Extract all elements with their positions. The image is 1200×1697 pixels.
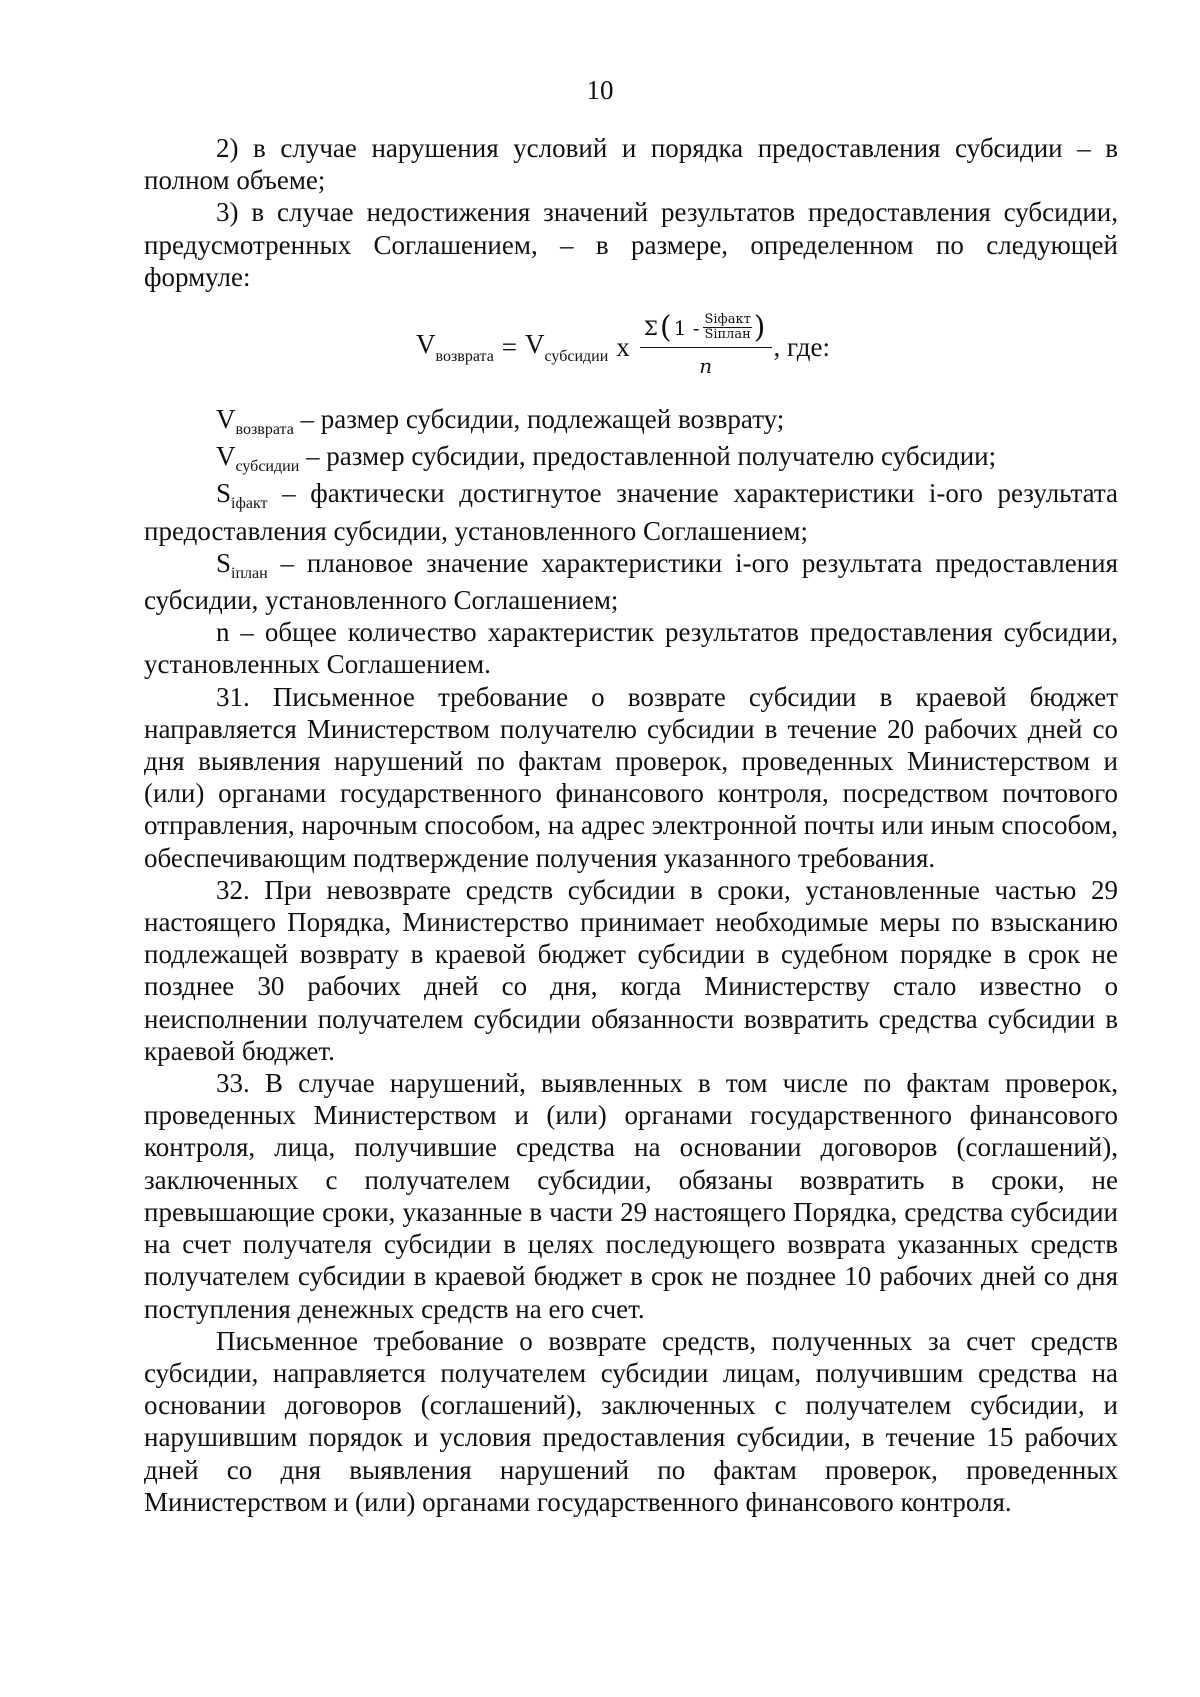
formula-times: x <box>616 331 630 362</box>
formula-fraction <box>640 309 772 382</box>
one-minus: 1 - <box>673 315 700 340</box>
definition-n: n – общее количество характеристик результатов предоставления субсидии, установленных Соглашением. <box>144 617 1118 680</box>
page-content <box>144 132 1118 1518</box>
formula-v-subsidy: $V_{субсидии}$ <box>525 329 609 366</box>
page-number: 10 <box>586 75 614 105</box>
definition-v-return: $V_{возврата}$ – размер субсидии, подлежащей возврату; <box>216 404 785 439</box>
sigma-symbol: Σ <box>643 315 658 340</box>
definition-s-plan: $S_{iплан}$ – плановое значение характеристики i-ого результата предоставления субсидии, установленного Соглашением; <box>144 547 1118 616</box>
paragraph-33: 33. В случае нарушений, выявленных в том числе по фактам проверок, проведенных Министерством и (или) органами государственного финансового контроля, лица, получившие средства на основании договоров (соглашений), заключенных с получателем субсидии, обязаны возвратить в сроки, не превышающие сроки, указанные в части 29 настоящего Порядка, средства субсидии на счет получателя субсидии в целях последующего возврата указанных средств получателем субсидии в краевой бюджет в срок не позднее 10 рабочих дней со дня поступления денежных средств на его счет. <box>144 1068 1118 1324</box>
formula-numerator <box>640 309 772 348</box>
return-formula <box>144 293 1118 403</box>
formula-expression <box>416 307 830 387</box>
paragraph-clause-2: 2) в случае нарушения условий и порядка предоставления субсидии – в полном объеме; <box>144 133 1118 196</box>
s-ratio <box>703 313 751 342</box>
definition-v-subsidy: $V_{субсидии}$ – размер субсидии, предоставленной получателю субсидии; <box>216 441 997 476</box>
formula-tail: , где: <box>773 331 830 362</box>
paragraph-31: 31. Письменное требование о возврате субсидии в краевой бюджет направляется Министерством получателю субсидии в течение 20 рабочих дней со дня выявления нарушений по фактам проверок, проведенных Министерством и (или) органами государственного финансового контроля, посредством почтового отправления, нарочным способом, на адрес электронной почты или иным способом, обеспечивающим подтверждение получения указанного требования. <box>144 681 1118 873</box>
paragraph-32: 32. При невозврате средств субсидии в сроки, установленные частью 29 настоящего Порядка, Министерство принимает необходимые меры по взысканию подлежащей возврату в краевой бюджет субсидии в судебном порядке в срок не позднее 30 рабочих дней со дня, когда Министерству стало известно о неисполнении получателем субсидии обязанности возвратить средства субсидии в краевой бюджет. <box>144 874 1118 1066</box>
paragraph-written-demand: Письменное требование о возврате средств, полученных за счет средств субсидии, направляется получателем субсидии лицам, получившим средства на основании договоров (соглашений), заключенных с получателем субсидии, и нарушившим порядок и условия предоставления субсидии, в течение 15 рабочих дней со дня выявления нарушений по фактам проверок, проведенных Министерством и (или) органами государственного финансового контроля. <box>144 1325 1118 1517</box>
close-paren: ) <box>753 309 766 345</box>
definition-s-fact: $S_{iфакт}$ – фактически достигнутое значение характеристики i-ого результата предоставления субсидии, установленного Соглашением; <box>144 478 1118 546</box>
formula-equals: = <box>501 331 518 362</box>
s-plan-label: Siплан <box>704 327 751 343</box>
formula-denominator: n <box>699 354 713 379</box>
formula-v-return: $V_{возврата}$ <box>416 329 494 366</box>
open-paren: ( <box>659 309 672 345</box>
s-fact-label: Siфакт <box>704 312 751 328</box>
paragraph-clause-3: 3) в случае недостижения значений результатов предоставления субсидии, предусмотренных Соглашением, – в размере, определенном по следующей формуле: <box>144 197 1118 292</box>
